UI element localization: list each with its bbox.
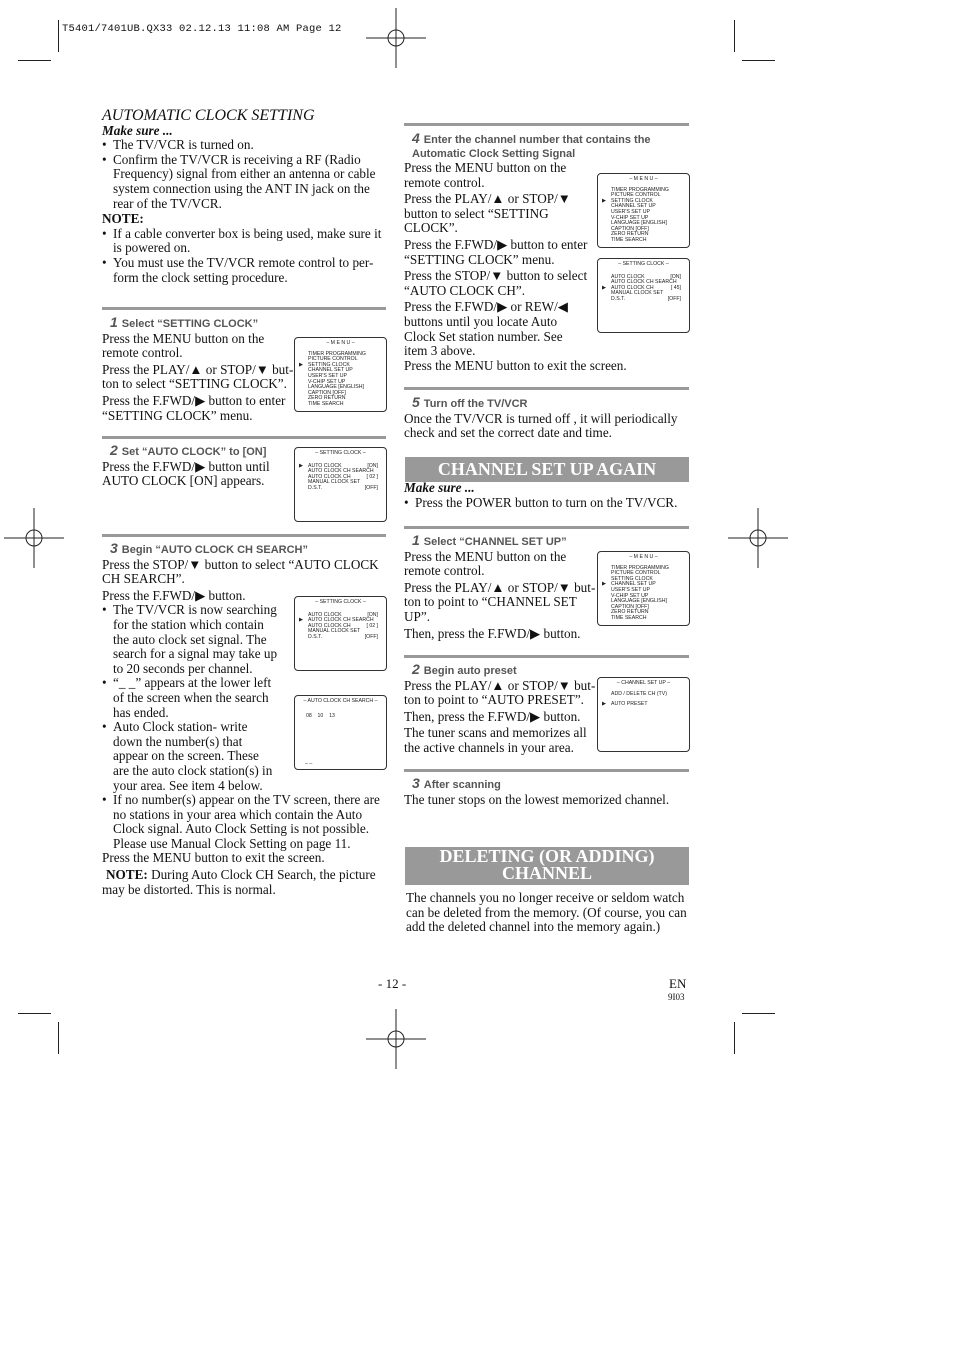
screen-row: MANUAL CLOCK SET [308, 479, 361, 486]
divider [404, 526, 689, 529]
tv-menu-screen [597, 173, 690, 248]
step-title: Select “SETTING CLOCK” [121, 318, 259, 330]
crop-mark [742, 60, 775, 61]
screen-row: ▶ SETTING CLOCK [299, 361, 350, 368]
screen-row: TIME SEARCH [308, 400, 344, 407]
registration-mark-icon [728, 508, 788, 568]
tv-menu-screen [597, 551, 690, 626]
screen-row: V-CHIP SET UP [611, 592, 649, 599]
screen-row: V-CHIP SET UP [611, 214, 649, 221]
setting-clock-screen [597, 258, 690, 333]
divider [102, 436, 386, 439]
step-text: Press the PLAY/▲ or STOP/▼ button to select “SETTING CLOCK”. [404, 191, 571, 236]
setting-clock-screen [294, 596, 387, 671]
divider [404, 387, 689, 390]
registration-mark-icon [366, 8, 426, 68]
divider [404, 123, 689, 126]
step-number: 1 [412, 532, 420, 548]
screen-row: AUTO CLOCK CH SEARCH [611, 279, 677, 286]
step-text: Press the MENU button on the remote control. [404, 160, 567, 190]
screen-row: D.S.T. [OFF] [611, 295, 681, 302]
screen-title: – SETTING CLOCK – [315, 599, 366, 605]
screen-row: ZERO RETURN [308, 395, 346, 402]
screen-row: LANGUAGE [ENGLISH] [611, 220, 667, 227]
step-text: Press the PLAY/▲ or STOP/▼ but-ton to point to “CHANNEL SET UP”. [404, 579, 596, 624]
make-sure-label: Make sure ... [404, 480, 475, 495]
step-title: Turn off the TV/VCR [423, 398, 528, 410]
registration-mark-icon [366, 1009, 426, 1069]
crop-mark [18, 60, 51, 61]
screen-row: SETTING CLOCK [611, 575, 653, 582]
screen-row: D.S.T. [OFF] [308, 633, 378, 640]
screen-row: TIMER PROGRAMMING [308, 350, 366, 357]
screen-row: TIME SEARCH [611, 614, 647, 621]
step-text: The tuner stops on the lowest memorized channel. [404, 791, 670, 807]
step-number: 3 [110, 540, 118, 556]
screen-row: CAPTION [OFF] [308, 389, 346, 396]
search-results: 08 10 13 [306, 712, 335, 719]
list-item: • If no number(s) appear on the TV screen, there are no stations in your area which contain the Auto Clock signal. Auto Clock Setting is not possible. Please use Manual Clock Setting on page 11. [102, 793, 387, 851]
step-text: Press the PLAY/▲ or STOP/▼ but-ton to point to “AUTO PRESET”. [404, 677, 596, 708]
setting-clock-screen [294, 447, 387, 522]
crop-mark [734, 1022, 735, 1054]
screen-row: CAPTION [OFF] [611, 603, 649, 610]
registration-mark-icon [4, 508, 64, 568]
crop-mark [58, 1022, 59, 1054]
screen-row: AUTO CLOCK CH SEARCH [308, 468, 374, 475]
screen-row: PICTURE CONTROL [308, 356, 358, 363]
screen-row: CHANNEL SET UP [611, 203, 656, 210]
screen-row: LANGUAGE [ENGLISH] [308, 384, 364, 391]
step-number: 5 [412, 394, 420, 410]
channel-setup-screen [597, 677, 690, 752]
banner-line: CHANNEL [501, 863, 592, 883]
step-number: 1 [110, 314, 118, 330]
screen-row: CHANNEL SET UP [308, 367, 353, 374]
channel-step-1 [404, 533, 596, 641]
step-text: Press the F.FWD/▶ button to enter “SETTING CLOCK” menu. [102, 392, 286, 423]
screen-row: ZERO RETURN [611, 609, 649, 616]
screen-row: USER'S SET UP [611, 586, 650, 593]
step-title: Enter the channel number that contains the Automatic Clock Setting Signal [412, 134, 651, 160]
language-code: EN [669, 976, 687, 991]
step-4-enter-channel [404, 131, 689, 373]
step-text: Press the MENU button on the remote control. [102, 330, 265, 361]
note-label: NOTE: [106, 867, 148, 883]
cursor-icon: ▶ [299, 462, 303, 469]
divider [102, 534, 386, 537]
screen-row: ▶ AUTO PRESET [602, 701, 648, 708]
step-number: 2 [110, 442, 118, 458]
channel-setup-banner: CHANNEL SET UP AGAIN [405, 457, 689, 482]
list-item: • “_ _” appears at the lower left of the screen when the search has ended. [102, 676, 278, 720]
screen-row: USER'S SET UP [611, 208, 650, 215]
banner-line: DELETING (OR ADDING) [439, 846, 655, 866]
list-item: • The TV/VCR is now searching for the station which contain the auto clock set signal. The search for a signal may take up to 20 seconds per channel. [102, 603, 278, 676]
screen-row: AUTO CLOCK CH [ 02 ] [308, 473, 378, 480]
screen-row: ▶ CHANNEL SET UP [602, 581, 656, 588]
screen-row: V-CHIP SET UP [308, 378, 346, 385]
page-number: - 12 - [378, 976, 407, 991]
step-text: Once the TV/VCR is turned off , it will periodically check and set the correct date and time. [404, 410, 678, 441]
screen-row: PICTURE CONTROL [611, 570, 661, 577]
note-label: NOTE: [102, 211, 144, 227]
step-text: Then, press the F.FWD/▶ button. [404, 708, 581, 724]
screen-row: AUTO CLOCK [ON] [611, 273, 681, 280]
step-number: 4 [412, 130, 420, 146]
screen-row: ADD / DELETE CH (TV) [611, 690, 667, 697]
step-text: Press the STOP/▼ button to select “AUTO CLOCK CH SEARCH”. [102, 556, 379, 587]
step-text: Press the F.FWD/▶ or REW/◀ buttons until you locate Auto Clock Set station number. See item 3 above. [404, 299, 568, 359]
crop-mark [734, 20, 735, 52]
screen-row: AUTO CLOCK [ON] [308, 611, 378, 618]
list-item: • Auto Clock station- write down the number(s) that appear on the screen. These are the auto clock station(s) in your area. See item 4 below. [102, 720, 278, 793]
screen-row: PICTURE CONTROL [611, 192, 661, 199]
cursor-icon: ▶ [602, 284, 606, 291]
step-text: Press the STOP/▼ button to select “AUTO CLOCK CH”. [404, 268, 588, 298]
crop-mark [742, 1013, 775, 1014]
step-2-auto-clock-on [102, 443, 292, 489]
deleting-channel-text [406, 891, 689, 935]
divider [404, 769, 689, 772]
make-sure-label: Make sure ... [102, 122, 173, 138]
cursor-icon: ▶ [602, 701, 606, 708]
screen-row: CAPTION [OFF] [611, 225, 649, 232]
channel-step-3 [404, 776, 689, 807]
deleting-channel-banner [405, 847, 689, 885]
screen-row: TIMER PROGRAMMING [611, 564, 669, 571]
screen-row: TIMER PROGRAMMING [611, 186, 669, 193]
search-end-marker: _ _ [305, 759, 313, 766]
screen-title: – SETTING CLOCK – [618, 261, 669, 267]
step-text: Press the F.FWD/▶ button to enter “SETTING CLOCK” menu. [404, 236, 588, 267]
tv-menu-screen [294, 337, 387, 412]
divider [102, 307, 386, 310]
cursor-icon: ▶ [299, 617, 303, 624]
step-text: Then, press the F.FWD/▶ button. [404, 625, 581, 641]
step-5-turn-off [404, 395, 689, 441]
note-text: During Auto Clock CH Search, the picture may be distorted. This is normal. [102, 867, 376, 897]
step-text: Press the F.FWD/▶ button. [102, 587, 246, 603]
screen-row: ▶ AUTO CLOCK CH [ 45] [602, 284, 681, 291]
step-text: Press the PLAY/▲ or STOP/▼ but-ton to select “SETTING CLOCK”. [102, 361, 294, 392]
list-item: • You must use the TV/VCR remote control to per-form the clock setting procedure. [102, 256, 387, 285]
cursor-icon: ▶ [602, 581, 606, 588]
auto-clock-intro [102, 109, 387, 285]
step-number: 3 [412, 775, 420, 791]
list-item: • The TV/VCR is turned on. [102, 138, 387, 153]
step-text: Press the MENU button on the remote control. [404, 548, 567, 579]
divider [404, 655, 689, 658]
screen-row: ▶ AUTO CLOCK [ON] [299, 462, 378, 469]
step-1-setting-clock [102, 315, 294, 423]
channel-make-sure [404, 481, 689, 510]
screen-row: ▶ SETTING CLOCK [602, 197, 653, 204]
screen-title: – CHANNEL SET UP – [616, 680, 671, 686]
step-text: Press the F.FWD/▶ button until AUTO CLOCK [ON] appears. [102, 458, 270, 489]
list-item: • If a cable converter box is being used, make sure it is powered on. [102, 227, 387, 256]
screen-title: – AUTO CLOCK CH SEARCH – [303, 698, 378, 704]
screen-row: D.S.T. [OFF] [308, 484, 378, 491]
screen-row: USER'S SET UP [308, 372, 347, 379]
step-title: Begin auto preset [423, 665, 517, 677]
screen-row: MANUAL CLOCK SET [611, 290, 664, 297]
crop-mark [18, 1013, 51, 1014]
screen-row: LANGUAGE [ENGLISH] [611, 598, 667, 605]
step-title: Begin “AUTO CLOCK CH SEARCH” [121, 544, 308, 556]
step-number: 2 [412, 661, 420, 677]
auto-clock-search-screen [294, 695, 387, 770]
step-text: The tuner scans and memorizes all the active channels in your area. [404, 725, 587, 755]
body-text: The channels you no longer receive or seldom watch can be deleted from the memory. (Of course, you can add the deleted channel into the memory again.) [406, 890, 687, 935]
cursor-icon: ▶ [602, 197, 606, 204]
list-item: • Press the POWER button to turn on the TV/VCR. [404, 496, 689, 511]
screen-row: ZERO RETURN [611, 231, 649, 238]
section-title: AUTOMATIC CLOCK SETTING [102, 107, 315, 124]
step-title: After scanning [423, 779, 501, 791]
step-title: Select “CHANNEL SET UP” [423, 536, 567, 548]
screen-row: ▶ AUTO CLOCK CH SEARCH [299, 617, 374, 624]
screen-title: – M E N U – [629, 554, 658, 560]
screen-title: – SETTING CLOCK – [315, 450, 366, 456]
print-header: T5401/7401UB.QX33 02.12.13 11:08 AM Page 12 [62, 23, 342, 35]
screen-row: TIME SEARCH [611, 236, 647, 243]
step-text: Press the MENU button to exit the screen. [102, 850, 325, 866]
screen-title: – M E N U – [326, 340, 355, 346]
crop-mark [58, 20, 59, 52]
step-text: Press the MENU button to exit the screen. [404, 357, 627, 373]
screen-row: AUTO CLOCK CH [ 02 ] [308, 622, 378, 629]
step-title: Set “AUTO CLOCK” to [ON] [121, 446, 267, 458]
list-item: • Confirm the TV/VCR is receiving a RF (Radio Frequency) signal from either an antenna or cable system connection using the ANT IN jack on the rear of the TV/VCR. [102, 153, 387, 211]
screen-row: MANUAL CLOCK SET [308, 628, 361, 635]
print-code: 9I03 [668, 992, 685, 1002]
cursor-icon: ▶ [299, 361, 303, 368]
screen-title: – M E N U – [629, 176, 658, 182]
channel-step-2 [404, 662, 596, 756]
